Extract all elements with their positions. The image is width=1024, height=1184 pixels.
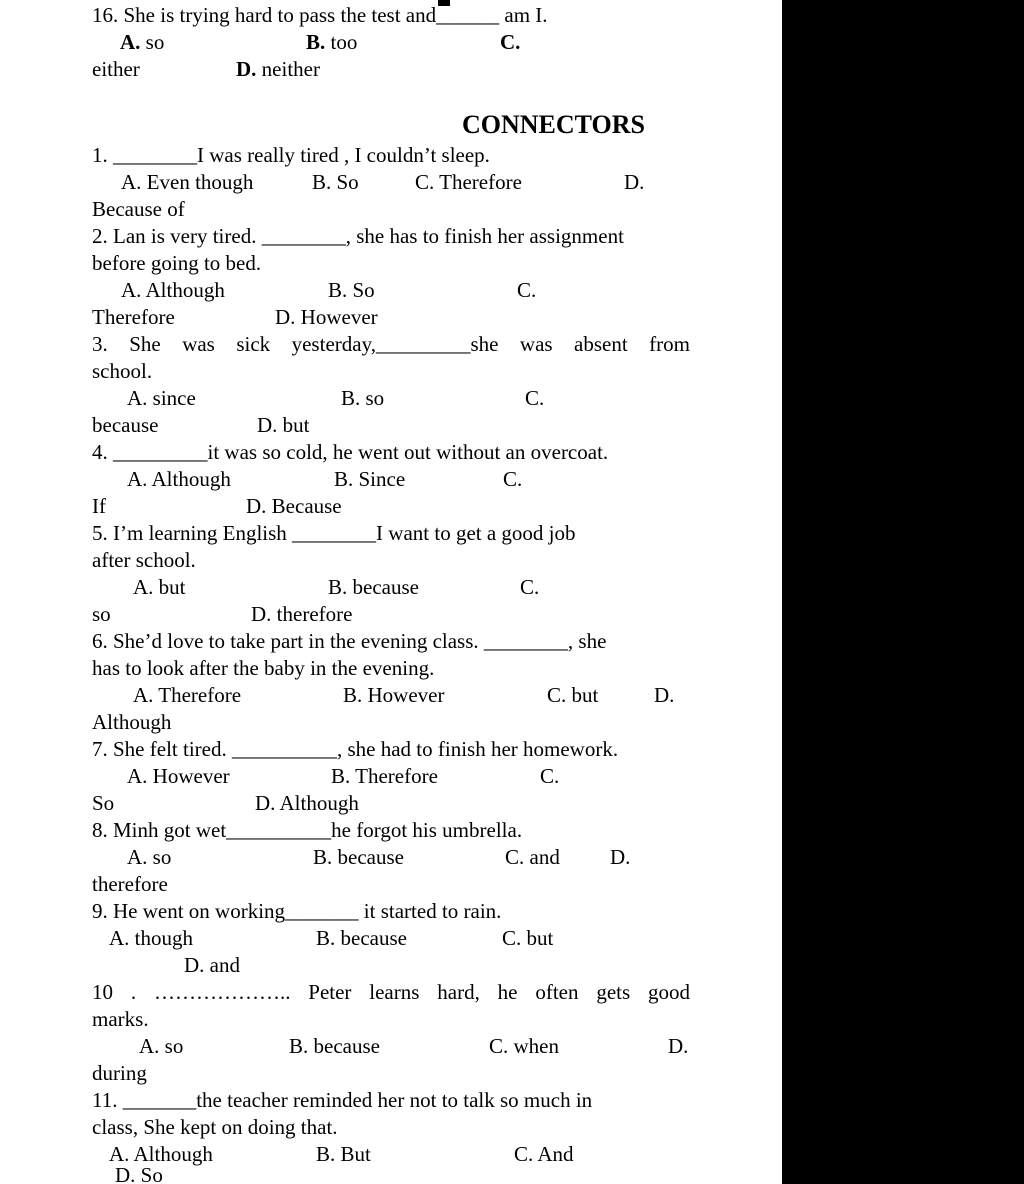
q16-option-a-key: A. (120, 30, 141, 54)
q11-option-a: A. Although (109, 1142, 213, 1166)
q2-option-b: B. So (328, 278, 375, 302)
q6-stem: 6. She’d love to take part in the evening class. ________, she (92, 629, 607, 653)
q9-option-d: D. and (184, 953, 240, 977)
q7-stem: 7. She felt tired. __________, she had to finish her homework. (92, 737, 619, 761)
q11-stem-cont: class, She kept on doing that. (92, 1115, 338, 1139)
q6-option-d: D. (654, 683, 675, 707)
q3-stem: 3. She was sick yesterday,_________she was absent from (92, 332, 690, 356)
q5-option-a: A. but (133, 575, 186, 599)
q11-option-b: B. But (316, 1142, 371, 1166)
q10-option-b: B. because (289, 1034, 380, 1058)
q5-stem-cont: after school. (92, 548, 196, 572)
q8-option-b: B. because (313, 845, 404, 869)
q4-option-b: B. Since (334, 467, 406, 491)
q10-option-a: A. so (139, 1034, 184, 1058)
q1-option-b: B. So (312, 170, 359, 194)
q10-stem: 10 . ……………….. Peter learns hard, he often gets good (92, 980, 690, 1004)
q7-option-d: D. Although (255, 791, 359, 815)
q16-option-d (236, 56, 320, 82)
q16-option-d-key: D. (236, 57, 257, 81)
q11-option-c: C. And (514, 1142, 574, 1166)
q9-option-a: A. though (109, 926, 193, 950)
q16-option-d-text: neither (256, 57, 320, 81)
q5-option-c: C. (520, 575, 540, 599)
q6-stem-cont: has to look after the baby in the evening. (92, 656, 435, 680)
q7-option-c-text: So (92, 791, 115, 815)
q3-option-c-text: because (92, 413, 159, 437)
q2-option-d: D. However (275, 305, 378, 329)
q4-option-a: A. Although (127, 467, 231, 491)
q2-stem-cont: before going to bed. (92, 251, 262, 275)
q8-option-c: C. and (505, 845, 560, 869)
q16-option-c-text: either (92, 57, 140, 81)
q6-option-b: B. However (343, 683, 445, 707)
q7-option-b: B. Therefore (331, 764, 438, 788)
q6-option-a: A. Therefore (133, 683, 242, 707)
q10-option-d-text: during (92, 1061, 147, 1085)
q8-option-d-text: therefore (92, 872, 168, 896)
q10-stem-cont: marks. (92, 1007, 149, 1031)
q1-option-a: A. Even though (121, 170, 254, 194)
q16-option-b-text: too (325, 30, 358, 54)
q4-option-c: C. (503, 467, 523, 491)
q5-option-b: B. because (328, 575, 419, 599)
q1-option-d-text: Because of (92, 197, 185, 221)
q11-stem: 11. _______the teacher reminded her not to talk so much in (92, 1088, 593, 1112)
q16-option-b (306, 29, 357, 55)
q3-option-d: D. but (257, 413, 310, 437)
q7-option-a: A. However (127, 764, 230, 788)
q1-stem: 1. ________I was really tired , I couldn’t sleep. (92, 143, 490, 167)
q9-stem: 9. He went on working_______ it started to rain. (92, 899, 502, 923)
q6-option-d-text: Although (92, 710, 172, 734)
q2-option-a: A. Although (121, 278, 225, 302)
q1-option-c: C. Therefore (415, 170, 522, 194)
q4-option-d: D. Because (246, 494, 342, 518)
q3-option-c: C. (525, 386, 545, 410)
q10-option-d: D. (668, 1034, 689, 1058)
q3-option-b: B. so (341, 386, 385, 410)
q16-option-b-key: B. (306, 30, 326, 54)
q6-option-c: C. but (547, 683, 599, 707)
q7-option-c: C. (540, 764, 560, 788)
q4-stem: 4. _________it was so cold, he went out without an overcoat. (92, 440, 609, 464)
q3-option-a: A. since (127, 386, 196, 410)
q1-option-d: D. (624, 170, 645, 194)
q16-option-a-text: so (140, 30, 165, 54)
q10-option-c: C. when (489, 1034, 559, 1058)
q9-option-b: B. because (316, 926, 407, 950)
q8-stem: 8. Minh got wet__________he forgot his umbrella. (92, 818, 523, 842)
q2-stem: 2. Lan is very tired. ________, she has to finish her assignment (92, 224, 624, 248)
section-heading: CONNECTORS (462, 110, 646, 139)
q3-stem-cont: school. (92, 359, 153, 383)
q8-option-a: A. so (127, 845, 172, 869)
q11-option-d: D. So (115, 1163, 163, 1184)
q16-stem: 16. She is trying hard to pass the test and______ am I. (92, 3, 548, 27)
q5-option-c-text: so (92, 602, 111, 626)
q2-option-c-text: Therefore (92, 305, 175, 329)
q16-option-c-key: C. (500, 30, 521, 54)
q2-option-c: C. (517, 278, 537, 302)
q5-option-d: D. therefore (251, 602, 353, 626)
q16-option-a (120, 29, 164, 55)
q9-option-c: C. but (502, 926, 554, 950)
q8-option-d: D. (610, 845, 631, 869)
q4-option-c-text: If (92, 494, 106, 518)
q5-stem: 5. I’m learning English ________I want to get a good job (92, 521, 576, 545)
